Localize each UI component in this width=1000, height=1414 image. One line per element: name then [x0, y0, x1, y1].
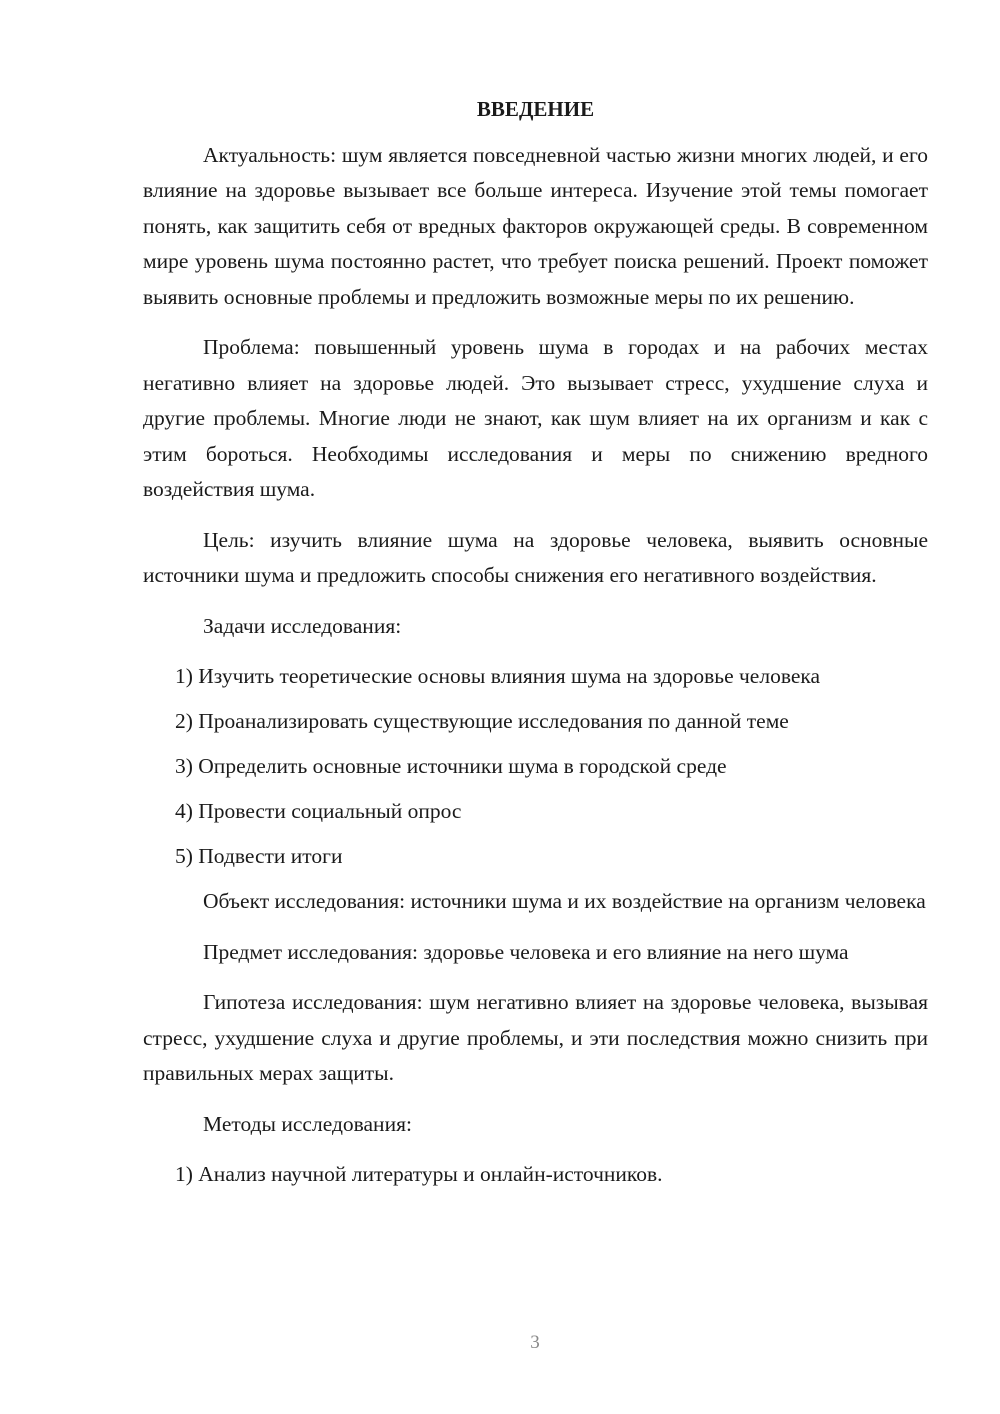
list-item: 5) Подвести итоги	[175, 844, 343, 868]
problem-paragraph: Проблема: повышенный уровень шума в городах и на рабочих местах негативно влияет на здоровье людей. Это вызывает стресс, ухудшение слуха и другие проблемы. Многие люди не знают, как шум влияет на их организм и как с этим бороться. Необходимы исследования и меры по снижению вредного воздействия шума.	[143, 335, 928, 501]
tasks-list	[143, 659, 928, 874]
methods-list	[143, 1157, 928, 1192]
page-title: ВВЕДЕНИЕ	[476, 97, 595, 121]
document-page	[143, 92, 928, 1202]
page-number: 3	[530, 1332, 540, 1353]
list-item: 1) Анализ научной литературы и онлайн-источников.	[175, 1162, 663, 1186]
list-item: 1) Изучить теоретические основы влияния шума на здоровье человека	[175, 664, 821, 688]
list-item: 2) Проанализировать существующие исследования по данной теме	[175, 709, 789, 733]
object-paragraph: Объект исследования: источники шума и их воздействие на организм человека	[203, 889, 926, 913]
list-item: 4) Провести социальный опрос	[175, 799, 462, 823]
hypothesis-paragraph: Гипотеза исследования: шум негативно влияет на здоровье человека, вызывая стресс, ухудшение слуха и другие проблемы, и эти последствия можно снизить при правильных мерах защиты.	[143, 990, 928, 1085]
subject-paragraph: Предмет исследования: здоровье человека и его влияние на него шума	[203, 939, 849, 964]
tasks-heading: Задачи исследования:	[203, 613, 402, 638]
goal-paragraph: Цель: изучить влияние шума на здоровье человека, выявить основные источники шума и предложить способы снижения его негативного воздействия.	[143, 527, 928, 587]
list-item: 3) Определить основные источники шума в городской среде	[175, 754, 727, 778]
relevance-paragraph: Актуальность: шум является повседневной частью жизни многих людей, и его влияние на здоровье вызывает все больше интереса. Изучение этой темы помогает понять, как защитить себя от вредных факторов окружающей среды. В современном мире уровень шума постоянно растет, что требует поиска решений. Проект поможет выявить основные проблемы и предложить возможные меры по их решению.	[143, 142, 928, 309]
methods-heading: Методы исследования:	[203, 1111, 412, 1136]
